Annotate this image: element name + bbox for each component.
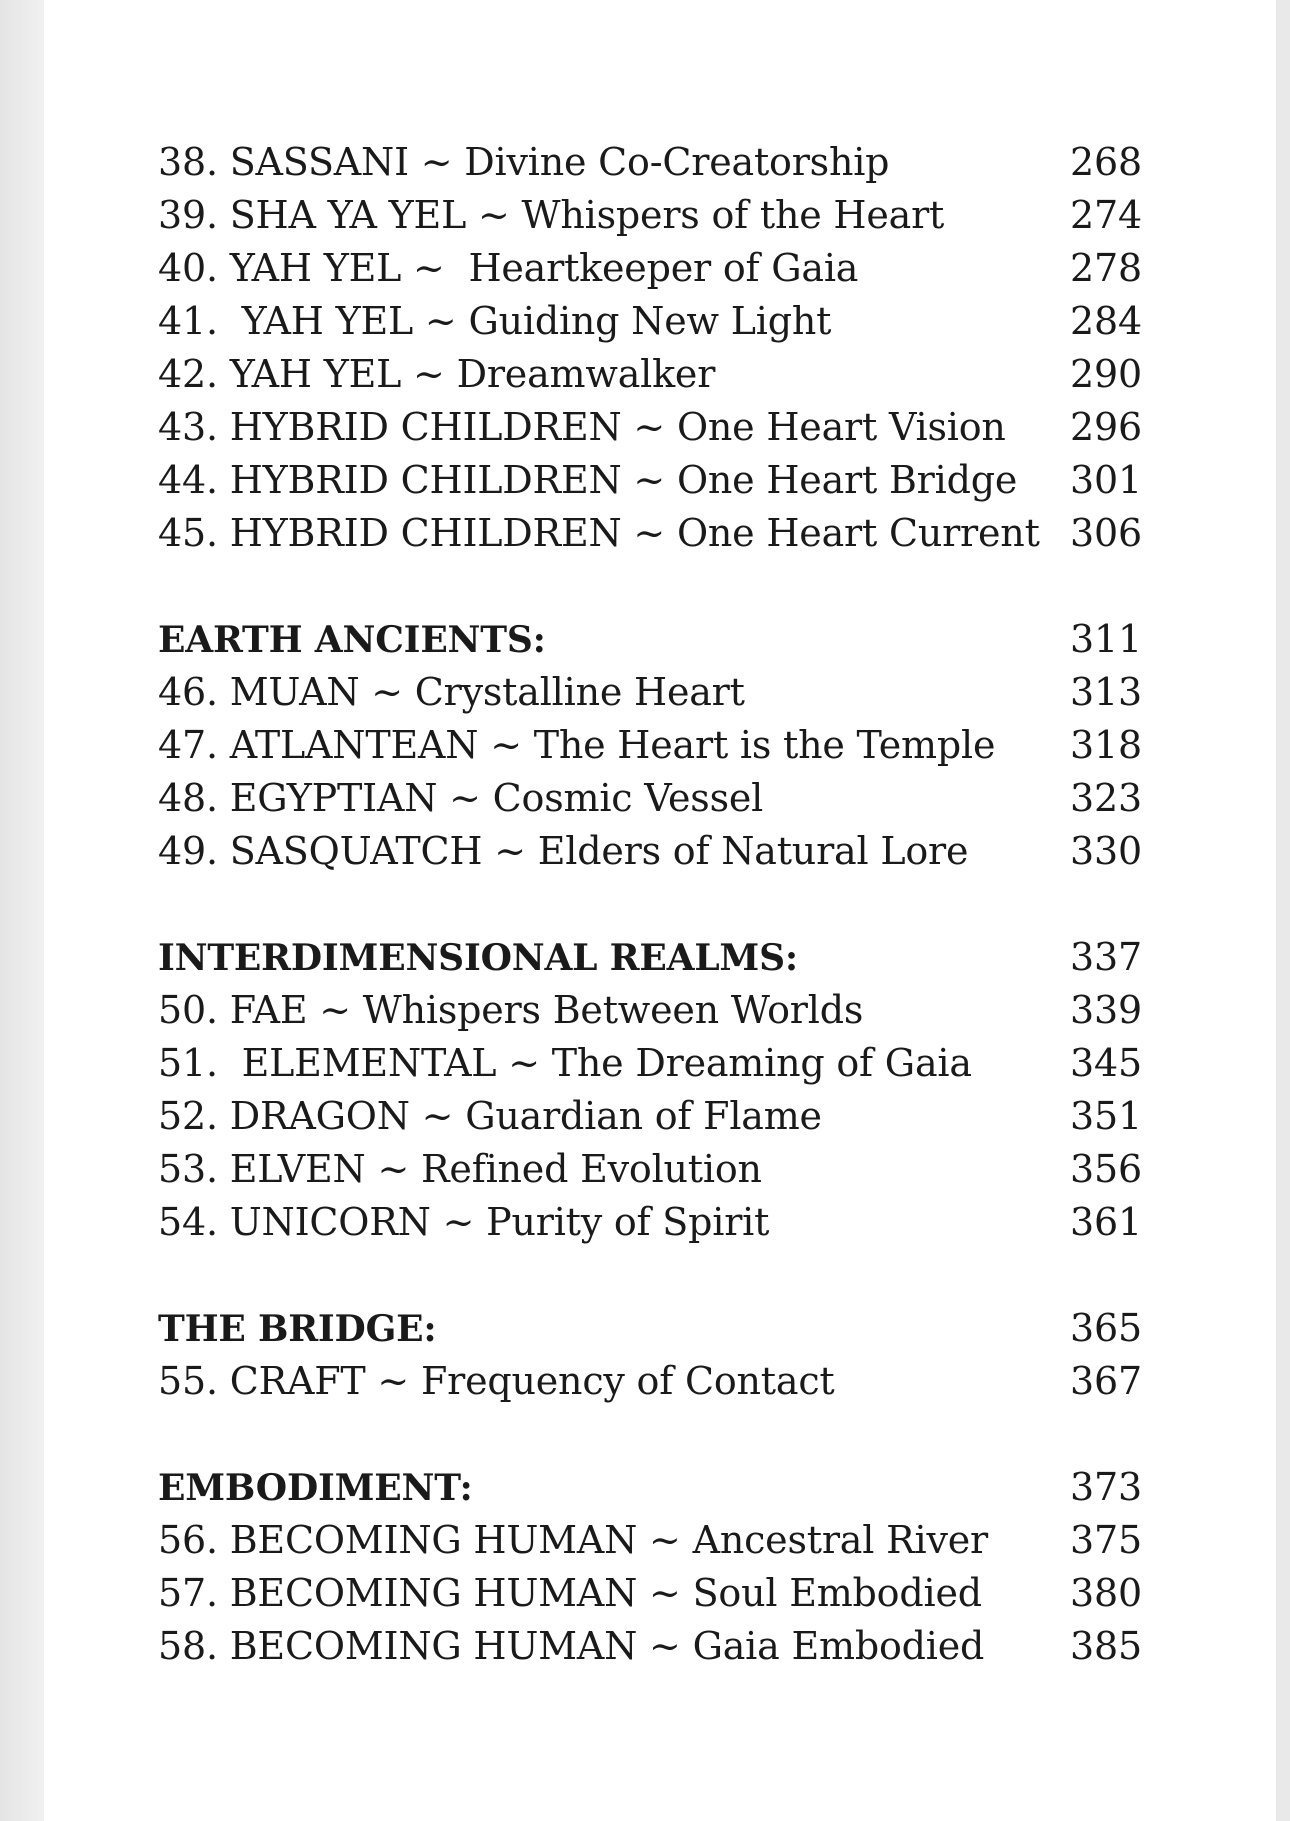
section-spacer <box>158 1249 1136 1302</box>
toc-entry <box>158 295 1142 348</box>
toc-group <box>158 1302 1142 1408</box>
toc-entry-title: 54. UNICORN ~ Purity of Spirit <box>158 1200 770 1244</box>
toc-entry-page: 296 <box>1070 405 1142 449</box>
section-heading-page: 373 <box>1070 1465 1142 1509</box>
toc-entry <box>158 1037 1142 1090</box>
toc-group <box>158 931 1142 1249</box>
toc-entry-title: 48. EGYPTIAN ~ Cosmic Vessel <box>158 776 764 820</box>
toc-entry <box>158 348 1142 401</box>
toc-entry-title: 58. BECOMING HUMAN ~ Gaia Embodied <box>158 1624 985 1668</box>
toc-entry-title: 56. BECOMING HUMAN ~ Ancestral River <box>158 1518 988 1562</box>
toc-entry-page: 367 <box>1070 1359 1142 1403</box>
table-of-contents <box>158 136 1142 1673</box>
section-spacer <box>158 560 1136 613</box>
toc-entry-title: 43. HYBRID CHILDREN ~ One Heart Vision <box>158 405 1006 449</box>
toc-entry <box>158 666 1142 719</box>
toc-entry-page: 345 <box>1070 1041 1142 1085</box>
toc-entry-title: 40. YAH YEL ~ Heartkeeper of Gaia <box>158 246 859 290</box>
toc-entry <box>158 507 1142 560</box>
toc-entry-title: 52. DRAGON ~ Guardian of Flame <box>158 1094 822 1138</box>
toc-entry-page: 318 <box>1070 723 1142 767</box>
toc-entry <box>158 1567 1142 1620</box>
toc-entry-title: 50. FAE ~ Whispers Between Worlds <box>158 988 864 1032</box>
section-spacer <box>158 878 1136 931</box>
toc-entry-title: 46. MUAN ~ Crystalline Heart <box>158 670 745 714</box>
toc-entry-title: 42. YAH YEL ~ Dreamwalker <box>158 352 716 396</box>
toc-entry <box>158 242 1142 295</box>
toc-entry-page: 356 <box>1070 1147 1142 1191</box>
toc-entry-title: 57. BECOMING HUMAN ~ Soul Embodied <box>158 1571 982 1615</box>
section-spacer <box>158 1408 1136 1461</box>
toc-entry-title: 41. YAH YEL ~ Guiding New Light <box>158 299 832 343</box>
toc-entry-page: 323 <box>1070 776 1142 820</box>
toc-entry-page: 380 <box>1070 1571 1142 1615</box>
toc-entry-page: 274 <box>1070 193 1142 237</box>
toc-entry-title: 38. SASSANI ~ Divine Co-Creatorship <box>158 140 890 184</box>
page-edge-right <box>1276 0 1290 1821</box>
toc-entry-page: 313 <box>1070 670 1142 714</box>
section-heading <box>158 613 1142 666</box>
toc-entry-page: 375 <box>1070 1518 1142 1562</box>
toc-group <box>158 136 1142 560</box>
toc-group <box>158 1461 1142 1673</box>
document-page <box>44 0 1276 1821</box>
toc-entry <box>158 454 1142 507</box>
toc-entry-page: 339 <box>1070 988 1142 1032</box>
toc-entry-page: 278 <box>1070 246 1142 290</box>
toc-entry-title: 55. CRAFT ~ Frequency of Contact <box>158 1359 835 1403</box>
toc-entry-title: 51. ELEMENTAL ~ The Dreaming of Gaia <box>158 1041 972 1085</box>
toc-entry <box>158 1196 1142 1249</box>
toc-entry <box>158 1143 1142 1196</box>
section-heading-page: 311 <box>1070 617 1142 661</box>
toc-entry-page: 330 <box>1070 829 1142 873</box>
toc-entry <box>158 825 1142 878</box>
section-heading-page: 365 <box>1070 1306 1142 1350</box>
toc-entry-title: 47. ATLANTEAN ~ The Heart is the Temple <box>158 723 996 767</box>
section-heading-title: THE BRIDGE: <box>158 1308 437 1350</box>
toc-entry <box>158 1090 1142 1143</box>
toc-entry-page: 301 <box>1070 458 1142 502</box>
toc-entry <box>158 189 1142 242</box>
toc-entry-title: 45. HYBRID CHILDREN ~ One Heart Current <box>158 511 1040 555</box>
section-heading <box>158 931 1142 984</box>
toc-entry-page: 290 <box>1070 352 1142 396</box>
toc-entry-page: 385 <box>1070 1624 1142 1668</box>
toc-group <box>158 613 1142 878</box>
section-heading-page: 337 <box>1070 935 1142 979</box>
toc-entry <box>158 772 1142 825</box>
toc-entry-page: 268 <box>1070 140 1142 184</box>
section-heading-title: INTERDIMENSIONAL REALMS: <box>158 937 798 979</box>
toc-entry <box>158 1355 1142 1408</box>
toc-entry-page: 351 <box>1070 1094 1142 1138</box>
section-heading-title: EMBODIMENT: <box>158 1467 473 1509</box>
toc-entry-title: 39. SHA YA YEL ~ Whispers of the Heart <box>158 193 945 237</box>
toc-entry-page: 284 <box>1070 299 1142 343</box>
toc-entry <box>158 136 1142 189</box>
toc-entry <box>158 401 1142 454</box>
toc-entry-page: 306 <box>1070 511 1142 555</box>
toc-entry <box>158 719 1142 772</box>
toc-entry-title: 49. SASQUATCH ~ Elders of Natural Lore <box>158 829 969 873</box>
toc-entry-title: 44. HYBRID CHILDREN ~ One Heart Bridge <box>158 458 1018 502</box>
toc-entry <box>158 984 1142 1037</box>
page-edge-left <box>0 0 44 1821</box>
section-heading <box>158 1461 1142 1514</box>
toc-entry-title: 53. ELVEN ~ Refined Evolution <box>158 1147 762 1191</box>
toc-entry <box>158 1620 1142 1673</box>
section-heading-title: EARTH ANCIENTS: <box>158 619 546 661</box>
toc-entry-page: 361 <box>1070 1200 1142 1244</box>
section-heading <box>158 1302 1142 1355</box>
toc-entry <box>158 1514 1142 1567</box>
